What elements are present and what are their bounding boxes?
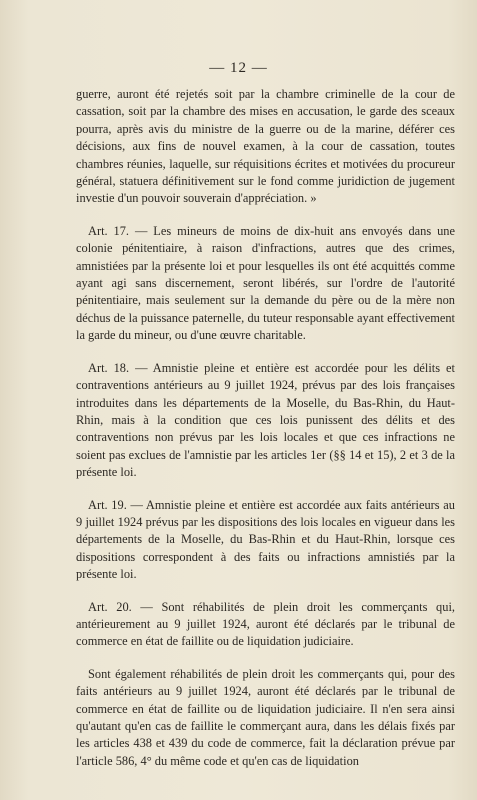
paragraph-article-20-continued: Sont également réhabilités de plein droit les commerçants qui, pour des faits antérieurs au 9 juillet 1924, auront été déclarés par le tribunal de commerce en état de faillite ou de liquidation judiciaire. Il n'en sera ainsi qu'autant qu'en cas de faillite le commerçant aura, dans les délais fixés par les articles 438 et 439 du code de commerce, fait la déclaration prévue par l'article 586, 4° du même code et qu'en cas de liquidation (76, 666, 455, 768)
paragraph-article-20: Art. 20. — Sont réhabilités de plein droit les commerçants qui, antérieurement au 9 juillet 1924, auront été déclarés par le tribunal de commerce en état de faillite ou de liquidation judiciaire. (76, 599, 455, 649)
paragraph-article-19: Art. 19. — Amnistie pleine et entière est accordée aux faits antérieurs au 9 juillet 1924 prévus par les dispositions des lois locales en vigueur dans les départements de la Moselle, du Bas-Rhin et du Haut-Rhin, lorsque ces dispositions correspondent à des faits ou infractions amnistiés par la présente loi. (76, 497, 455, 582)
paragraph-article-18: Art. 18. — Amnistie pleine et entière est accordée pour les délits et contraventions antérieurs au 9 juillet 1924, prévus par des lois françaises introduites dans les départements de la Moselle, du Bas-Rhin, du Haut-Rhin, mais à la condition que ces lois punissent des délits et des contraventions non prévus par les lois locales et que ces infractions ne soient pas exclues de l'amnistie par les articles 1er (§§ 14 et 15), 2 et 3 de la présente loi. (76, 360, 455, 480)
page-number: — 12 — (209, 60, 268, 76)
page-body (76, 86, 455, 785)
paragraph-continuation: guerre, auront été rejetés soit par la chambre criminelle de la cour de cassation, soit par la chambre des mises en accusation, le garde des sceaux pourra, après avis du ministre de la guerre ou de la marine, déférer ces décisions, aux fins de nouvel examen, à la cour de cassation, toutes chambres réunies, laquelle, sur réquisitions écrites et motivées du procureur général, statuera définitivement sur le fond comme juridiction de jugement investie d'un pouvoir souverain d'appréciation. » (76, 87, 455, 206)
paragraph-article-17: Art. 17. — Les mineurs de moins de dix-huit ans envoyés dans une colonie pénitentiaire, à raison d'infractions, autres que des crimes, amnistiées par la présente loi et pour lesquelles ils ont été acquittés comme ayant agi sans discernement, seront libérés, sur l'ordre de l'autorité pénitentiaire, mais seulement sur la demande du père ou de la mère non déchus de la puissance paternelle, du tuteur responsable ayant effectivement la garde du mineur, ou d'une œuvre charitable. (76, 223, 455, 343)
